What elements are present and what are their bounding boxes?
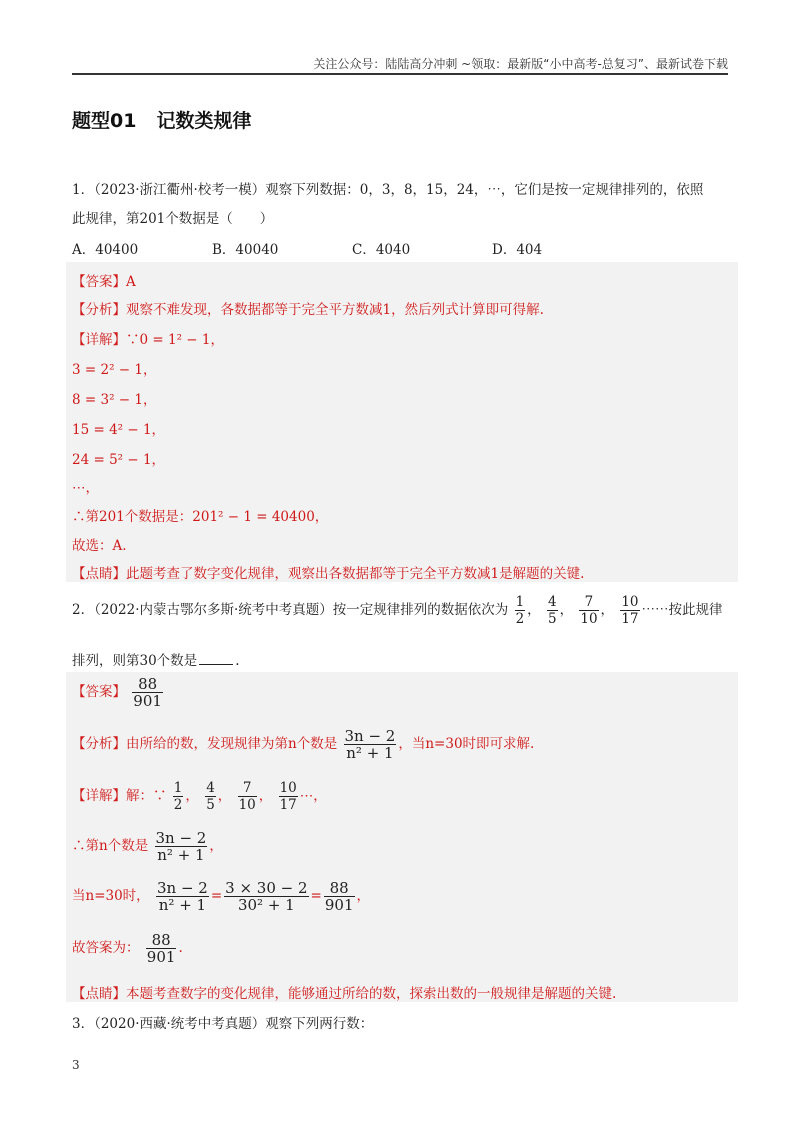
q1-detail-first: ∵0 = 1² − 1，: [126, 332, 224, 348]
q2-analysis-suffix: ，当n=30时即可求解.: [398, 736, 535, 752]
q2-answer-label: 【答案】: [72, 684, 126, 700]
numerator: 7: [238, 780, 257, 797]
numerator: 88: [132, 676, 163, 693]
numerator: 3n − 2: [156, 879, 208, 897]
q1-step: 8 = 3² − 1，: [72, 392, 157, 408]
q2-frac-4: [620, 594, 639, 627]
page-number: 3: [72, 1058, 80, 1072]
q2-answer-frac: [132, 676, 163, 709]
q2-when-frac-1: [156, 880, 209, 913]
q2-final-frac: [146, 932, 177, 965]
q2-frac-2: [547, 594, 558, 627]
numerator: 3n − 2: [344, 727, 396, 745]
denominator: n² + 1: [157, 846, 205, 864]
q2-nth: [72, 830, 223, 863]
numerator: 1: [515, 594, 525, 610]
q2-final: 故答案为： $\frac{88}{901}$ .: [72, 931, 183, 966]
denominator: 901: [324, 896, 354, 914]
q2-detail-suffix: ⋯，: [299, 788, 327, 804]
q1-conclusion-value: 201² − 1 = 40400，: [192, 509, 329, 525]
q1-step: 24 = 5² − 1，: [72, 452, 166, 468]
q2-when-frac-3: [324, 880, 355, 913]
q2-detail-frac-3: [238, 780, 257, 813]
q1-option-c: C．4040: [352, 242, 411, 258]
denominator: 10: [238, 797, 256, 813]
q1-option-b: B．40040: [212, 242, 279, 258]
q2-final-prefix: 故答案为：: [72, 940, 140, 956]
q1-detail-label: 【详解】: [72, 332, 126, 348]
numerator: 10: [621, 594, 639, 610]
numerator: 4: [547, 594, 557, 610]
denominator: 901: [146, 948, 176, 966]
q2-nth-prefix: ∴第n个数是: [72, 838, 149, 854]
q2-line2: [72, 649, 239, 669]
q2-suffix: ⋯⋯按此规律: [641, 602, 723, 618]
q2-nth-frac: [155, 830, 208, 863]
q2-line2-text: 排列，则第30个数是: [72, 653, 198, 669]
numerator: 7: [579, 594, 598, 611]
denominator: 5: [206, 797, 215, 813]
q2-analysis: [72, 728, 534, 761]
denominator: n² + 1: [158, 896, 207, 914]
q2-when-frac-2: [224, 880, 308, 913]
q2-frac-1: [515, 594, 526, 627]
section-name: 记数类规律: [156, 110, 252, 132]
numerator: 3 × 30 − 2: [225, 879, 308, 897]
q1-step: 15 = 4² − 1，: [72, 422, 166, 438]
q1-detail: [72, 328, 224, 348]
q1-answer: 【答案】A: [72, 274, 136, 290]
header-rule: [72, 73, 728, 75]
q1-choice: 故选：A.: [72, 538, 127, 554]
q2-detail-frac-4: [279, 780, 298, 813]
q1-options: [72, 238, 632, 258]
q2-answer: [72, 676, 165, 709]
q2-line2-end: .: [235, 653, 240, 669]
q1-conclusion-prefix: ∴第201个数据是：: [72, 509, 193, 525]
numerator: 3n − 2: [155, 829, 207, 847]
q1-step: ⋯，: [72, 480, 99, 496]
q2-when-prefix: 当n=30时，: [72, 888, 150, 904]
q1-line2: 此规律，第201个数据是（ ）: [72, 211, 274, 227]
q2-prefix: 2．（2022·内蒙古鄂尔多斯·统考中考真题）按一定规律排列的数据依次为: [72, 602, 509, 618]
q2-when: 当n=30时， $\frac{3n - 2}{\text{n² + 1}}$ = $\frac{3 \times 30 - 2}{\text{30² + 1}}$ = $\frac{88}{901}$ ，: [72, 879, 370, 914]
numerator: 10: [279, 780, 297, 796]
q2-analysis-frac: [344, 728, 397, 761]
numerator: 1: [173, 780, 183, 796]
q1-line1: 1．（2023·浙江衢州·校考一模）观察下列数据：0，3，8，15，24，⋯，它们是按一定规律排列的，依照: [72, 182, 704, 198]
q2-analysis-prefix: 【分析】由所给的数，发现规律为第n个数是: [72, 736, 338, 752]
numerator: 88: [324, 880, 355, 897]
q2-comment: 【点睛】本题考查数字的变化规律，能够通过所给的数，探索出数的一般规律是解题的关键.: [72, 986, 617, 1002]
q2-detail: 【详解】解：∵ $\frac{1}{2}$ ， $\frac{4}{5}$ ， $\frac{7}{10}$ ， $\frac{10}{17}$ ⋯，: [72, 780, 327, 813]
q1-conclusion: [72, 505, 328, 525]
section-title: [72, 106, 251, 133]
denominator: 30² + 1: [237, 896, 295, 914]
page-header: 关注公众号：陆陆高分冲刺 ~领取：最新版“小中高考-总复习”、最新试卷下载: [313, 57, 728, 71]
denominator: 17: [621, 611, 639, 627]
q1-step: 3 = 2² − 1，: [72, 362, 157, 378]
denominator: 2: [173, 797, 183, 813]
numerator: 88: [146, 932, 177, 949]
q2-detail-prefix: 【详解】解：∵: [72, 788, 167, 804]
q2-frac-3: [579, 594, 598, 627]
q2-nth-suffix: ，: [209, 838, 223, 854]
q1-option-a: A．40400: [72, 242, 139, 258]
q1-option-d: D．404: [492, 242, 543, 258]
q2-detail-frac-2: [205, 780, 216, 813]
q2-detail-frac-1: [173, 780, 184, 813]
denominator: 5: [547, 611, 557, 627]
q3-line1: 3．（2020·西藏·统考中考真题）观察下列两行数：: [72, 1016, 374, 1032]
numerator: 4: [206, 780, 215, 796]
denominator: 10: [580, 611, 598, 627]
q2-line1: 2．（2022·内蒙古鄂尔多斯·统考中考真题）按一定规律排列的数据依次为 $\frac{1}{2}$ ， $\frac{4}{5}$ ， $\frac{7}{10}$ ， $\frac{10}{17}$ ⋯⋯按此规律: [72, 594, 723, 627]
denominator: 17: [279, 797, 297, 813]
denominator: 901: [133, 692, 162, 710]
section-label: 题型01: [72, 110, 137, 132]
denominator: 2: [515, 611, 525, 627]
denominator: n² + 1: [346, 744, 394, 762]
q1-analysis: 【分析】观察不难发现，各数据都等于完全平方数减1，然后列式计算即可得解.: [72, 302, 544, 318]
answer-blank: [199, 664, 233, 665]
q1-comment: 【点睛】此题考查了数字变化规律，观察出各数据都等于完全平方数减1是解题的关键.: [72, 566, 585, 582]
